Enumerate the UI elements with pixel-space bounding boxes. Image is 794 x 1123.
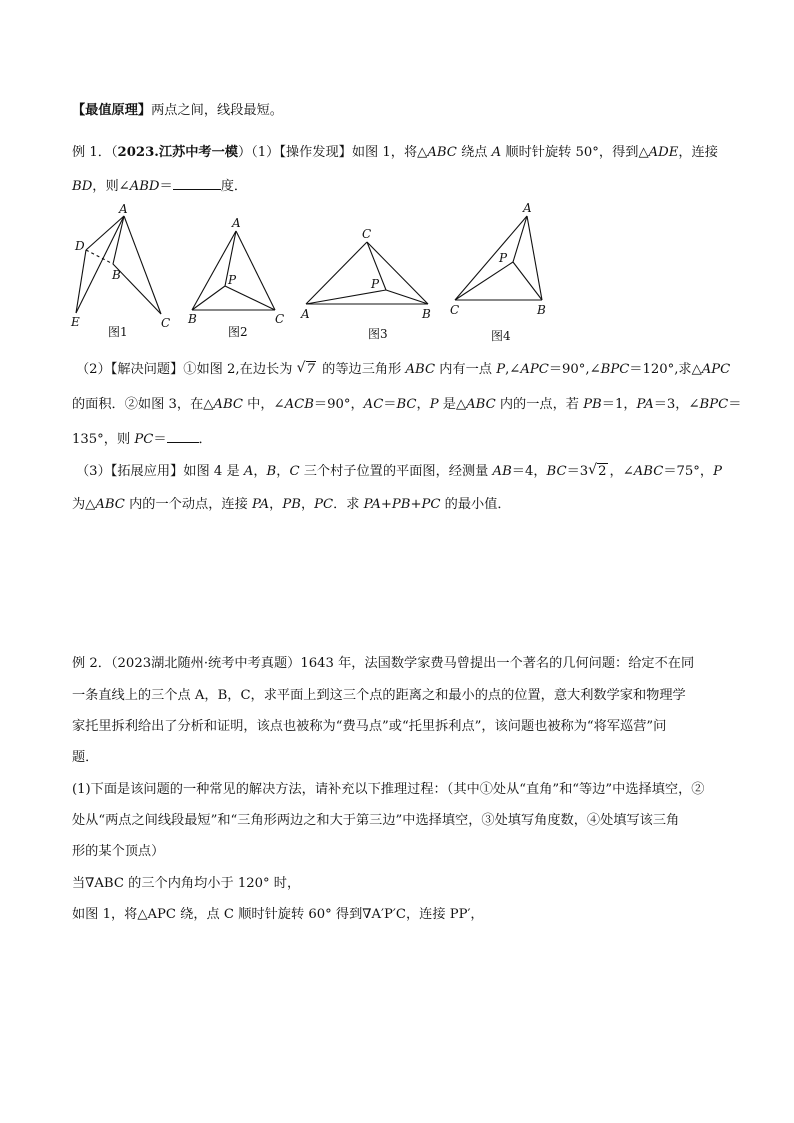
var: C (289, 464, 300, 479)
text: ＝4， (511, 464, 547, 479)
part2-line3 (72, 430, 212, 449)
var: AB (492, 464, 512, 479)
var-bd: BD (72, 179, 93, 194)
var: B (266, 464, 277, 479)
fig3-caption: 图3 (368, 327, 388, 341)
example1-part1-text: ）（1）【操作发现】如图 1，将△ (237, 145, 428, 160)
text: 三个村子位置的平面图，经测量 (299, 464, 493, 479)
example2-line-1: 例 2．（2023湖北随州·统考中考真题）1643 年，法国数学家费马曾提出一个著名的几何问题：给定不在同 (72, 656, 695, 671)
fig1-label-a: A (119, 202, 128, 216)
fig1-label-e: E (71, 315, 80, 329)
var: BPC (699, 397, 729, 412)
part3-line2 (72, 496, 511, 514)
part3-line1 (76, 463, 722, 481)
var: BPC (600, 362, 630, 377)
var: PA (636, 397, 654, 412)
var: P (496, 362, 506, 377)
var: ABC (213, 397, 243, 412)
fig4-caption: 图4 (491, 329, 511, 343)
text: ， (269, 497, 283, 512)
example2-line-8: 当∇ABC 的三个内角均小于 120° 时， (72, 876, 301, 891)
text: 的最小值． (440, 497, 511, 512)
principle-text: 两点之间，线段最短。 (151, 103, 283, 118)
var: A (243, 464, 254, 479)
fig4-label-b: B (537, 303, 546, 317)
var-abd: ABD (129, 179, 160, 194)
text: 135°，则 (72, 432, 135, 447)
fig3-label-a: A (301, 307, 310, 321)
fig1-caption: 图1 (108, 325, 128, 339)
fig4-label-a: A (523, 201, 532, 215)
fig3-label-c: C (362, 227, 372, 241)
text: 内的一点，若 (495, 397, 584, 412)
fig2-label-p: P (228, 273, 237, 287)
text: ，∠ (609, 464, 634, 479)
text: 的面积．②如图 3，在△ (72, 397, 214, 412)
text: ,∠ (505, 362, 521, 377)
text: ， (300, 497, 315, 512)
var: PA+PB+PC (363, 497, 441, 512)
var: ABC (633, 464, 664, 479)
var: P (429, 397, 439, 412)
fig1-label-d: D (75, 239, 85, 253)
text: ＝3，∠ (653, 397, 700, 412)
fig2-label-b: B (188, 312, 197, 326)
fig2-label-c: C (275, 312, 285, 326)
text: （3）【拓展应用】如图 4 是 (76, 464, 244, 479)
principle-tag: 【最值原理】 (72, 103, 152, 118)
example2-line-5: (1)下面是该问题的一种常见的解决方法，请补充以下推理过程：（其中①处从“直角”和“等边”中选择填空，② (72, 782, 705, 797)
fig2-label-a: A (232, 216, 241, 230)
figure-1 (70, 202, 170, 339)
text: （2）【解决问题】①如图 2,在边长为 (76, 362, 297, 377)
example2-line-3: 家托里拆利给出了分析和证明，该点也被称为“费马点”或“托里拆利点”，该问题也被称为“将军巡营”问 (72, 719, 667, 734)
text: ．求 (333, 497, 364, 512)
var: BC (396, 397, 417, 412)
figure-2 (187, 216, 284, 339)
fig3-label-p: P (371, 277, 380, 291)
var: ABC (466, 397, 496, 412)
text: ＝3 (566, 464, 589, 479)
text: ＝75°， (663, 464, 714, 479)
fig1-label-c: C (161, 316, 171, 330)
text: 绕点 (456, 145, 492, 160)
text: 的等边三角形 (317, 362, 406, 377)
fig1-label-b: B (112, 268, 121, 282)
var: PB (583, 397, 602, 412)
text: ＝ (159, 179, 173, 194)
figure-3 (300, 227, 431, 341)
text: ， (416, 397, 430, 412)
fig3-label-b: B (422, 307, 431, 321)
var-a: A (491, 145, 502, 160)
fig4-label-p: P (499, 251, 508, 265)
example2-line-6: 处从“两点之间线段最短”和“三角形两边之和大于第三边”中选择填空，③处填写角度数，④处填写该三角 (72, 813, 680, 828)
text: ． (198, 432, 212, 447)
text: 中，∠ (242, 397, 285, 412)
example1-prefix: 例 1．（ (72, 145, 118, 160)
text: 内有一点 (435, 362, 497, 377)
sqrt-arg: 7 (306, 362, 315, 377)
var: ABC (95, 497, 125, 512)
sqrt-7: √ 7 (296, 360, 315, 377)
var: PC (314, 497, 334, 512)
text: ， (276, 464, 290, 479)
text: ＝ (153, 432, 167, 447)
example1-source: 2023.江苏中考一模 (117, 145, 238, 160)
text: 度． (220, 179, 248, 194)
var: PB (282, 497, 301, 512)
text: ＝1， (601, 397, 637, 412)
var: ACB (284, 397, 314, 412)
var: PC (134, 432, 154, 447)
sqrt-arg: 2 (598, 464, 607, 479)
part2-line1 (76, 361, 730, 379)
var: AC (363, 397, 384, 412)
text: ， (253, 464, 267, 479)
text: 内的一个动点，连接 (124, 497, 252, 512)
text: ＝90°,∠ (548, 362, 601, 377)
var: PA (251, 497, 270, 512)
var-abc: ABC (427, 145, 457, 160)
text: ，则∠ (92, 179, 130, 194)
text: ＝ (728, 397, 742, 412)
sqrt-2: √ 2 (588, 462, 607, 479)
var: APC (701, 362, 731, 377)
fig2-caption: 图2 (228, 325, 248, 339)
example2-line-9: 如图 1，将△APC 绕，点 C 顺时针旋转 60° 得到∇A′P′C，连接 PP′， (72, 907, 484, 922)
figure-4 (450, 201, 546, 343)
part2-line2 (72, 396, 741, 414)
fig4-label-c: C (450, 303, 460, 317)
text: ＝90°， (313, 397, 364, 412)
text: ＝ (383, 397, 397, 412)
example2-line-7: 形的某个顶点） (72, 844, 165, 859)
var: P (713, 464, 722, 479)
text: 为△ (72, 497, 96, 512)
answer-blank (167, 430, 199, 443)
text: 顺时针旋转 50°，得到△ (501, 145, 649, 160)
example2-line-4: 题． (72, 750, 99, 765)
example2-line-2: 一条直线上的三个点 A，B，C，求平面上到这三个点的距离之和最小的点的位置，意大利数学家和物理学 (72, 688, 686, 703)
text: ＝120°,求△ (629, 362, 702, 377)
text: ，连接 (678, 145, 718, 160)
var: BC (546, 464, 567, 479)
text: 是△ (438, 397, 467, 412)
var: ABC (405, 362, 436, 377)
var: APC (520, 362, 549, 377)
var-ade: ADE (648, 145, 679, 160)
